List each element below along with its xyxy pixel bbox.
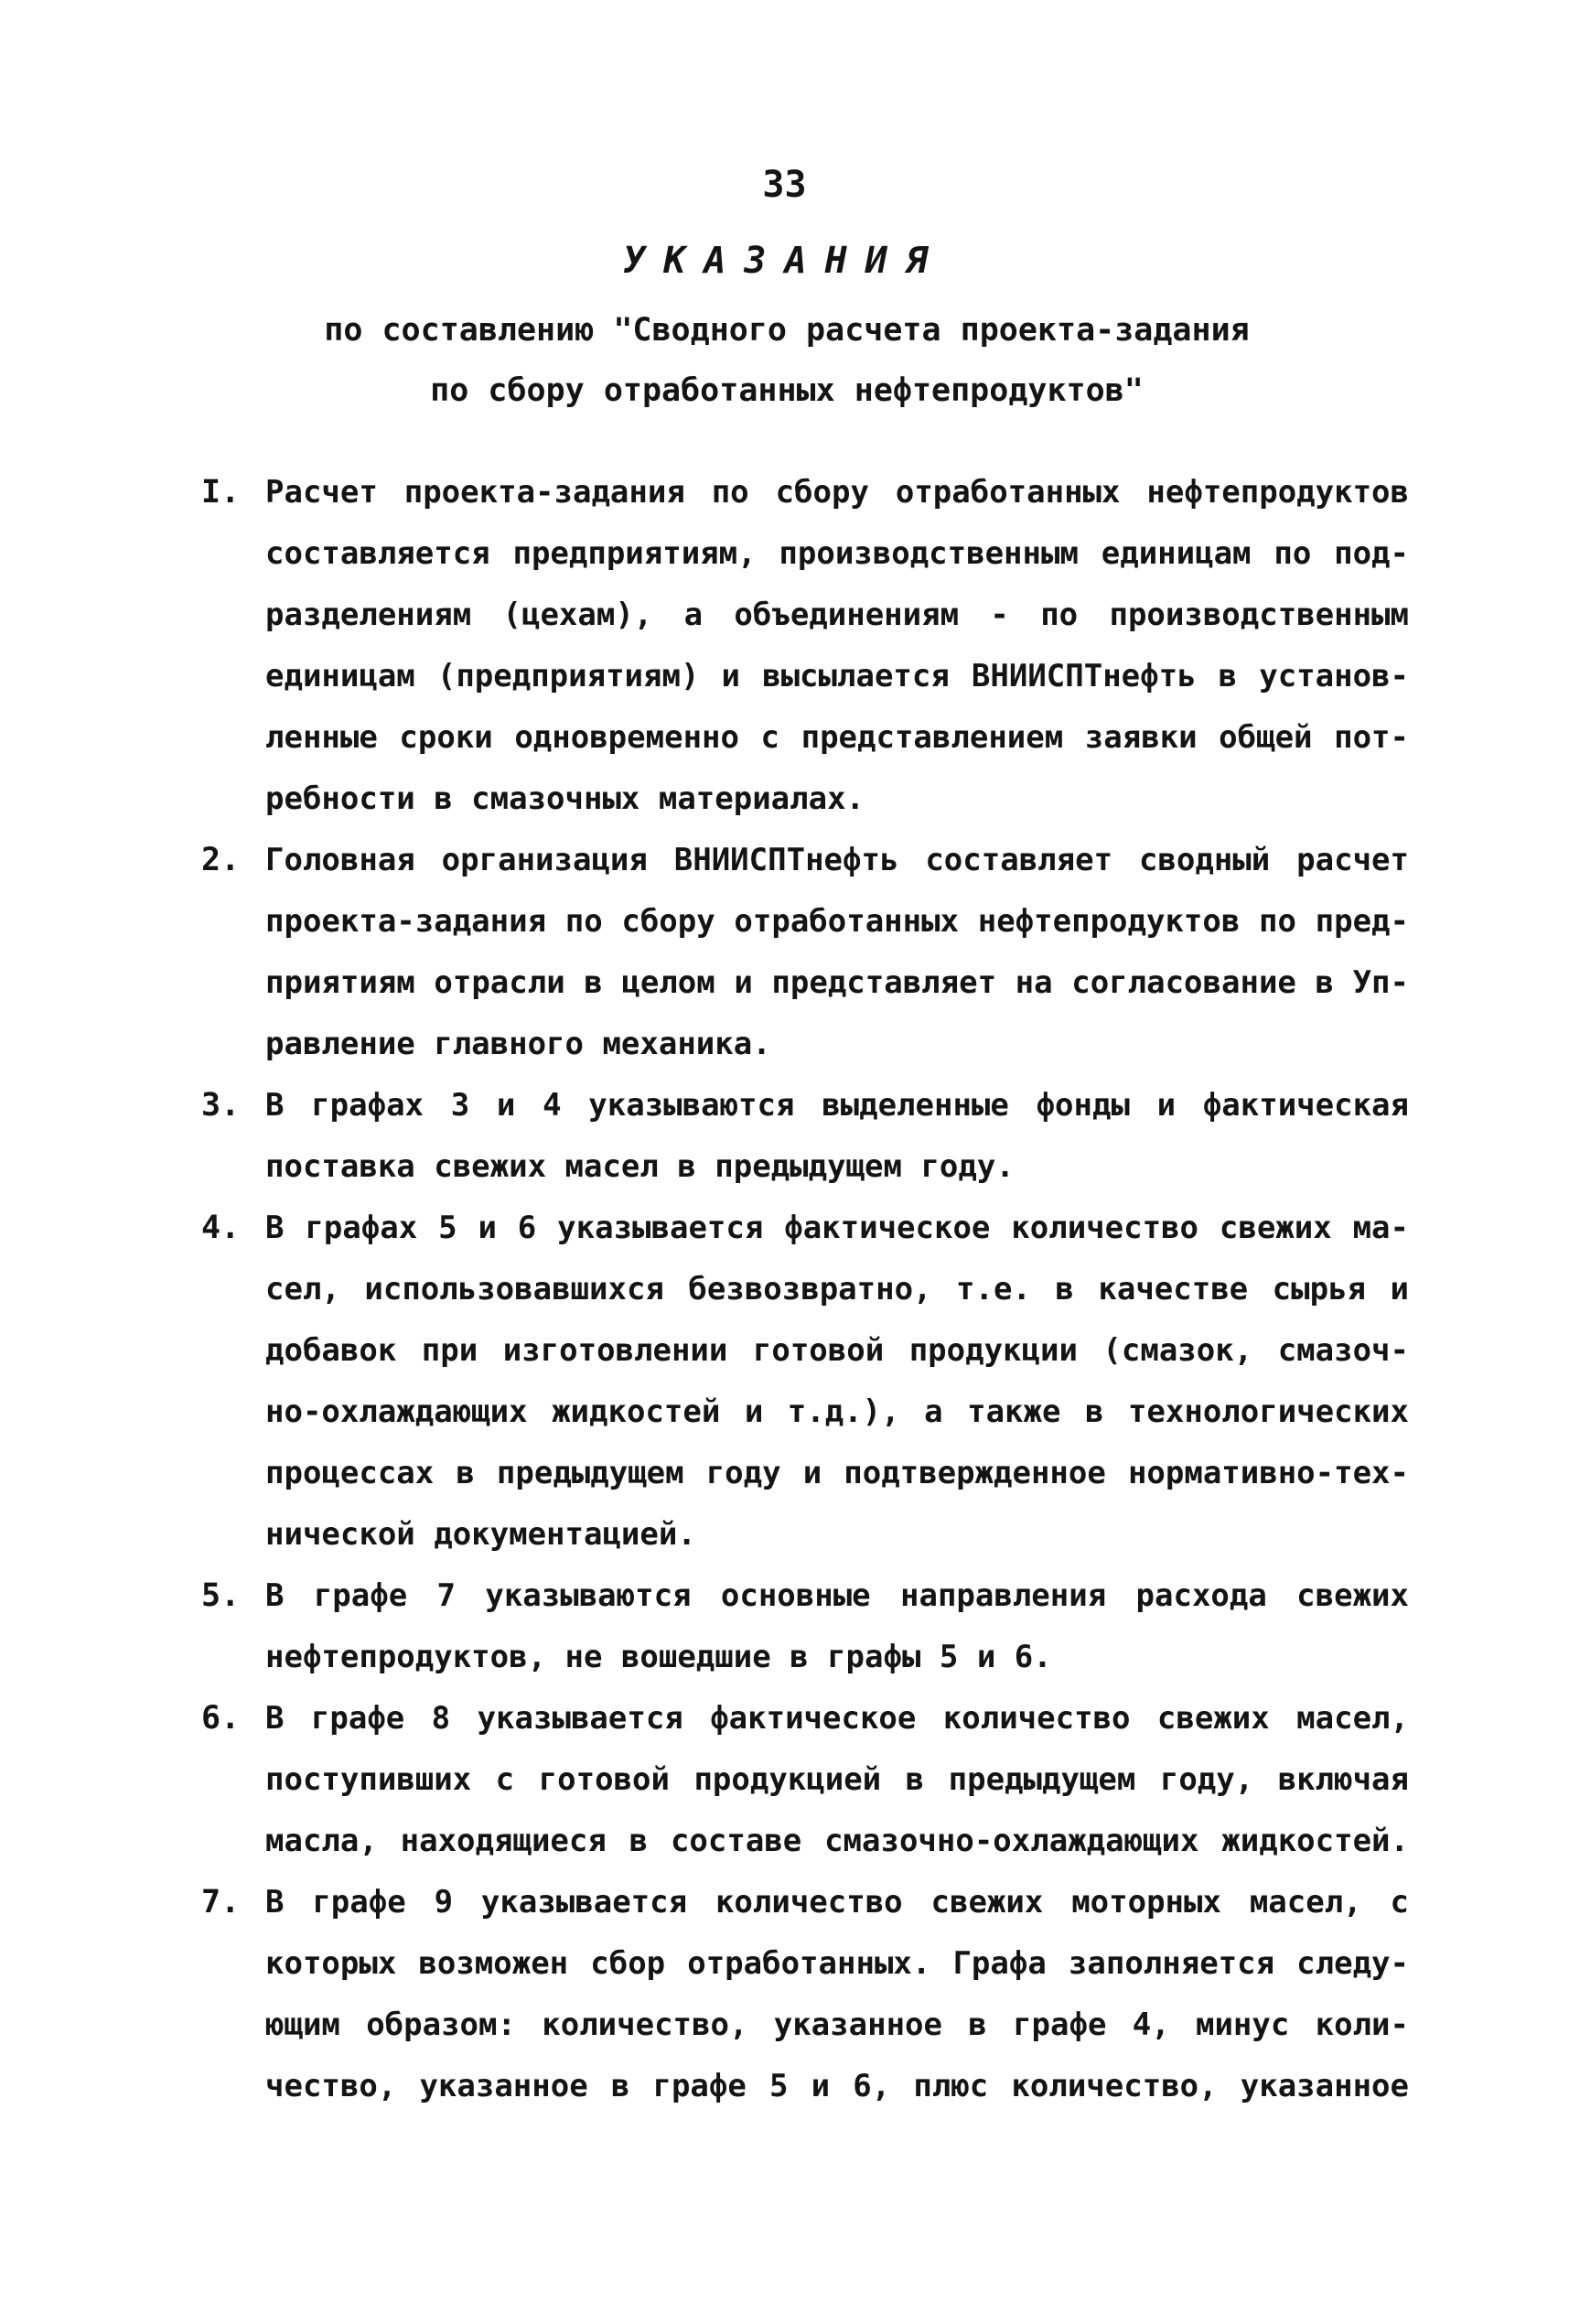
item-text-line: масла, находящиеся в составе смазочно-охлаждающих жидкостей. bbox=[265, 1823, 1409, 1859]
item-text-line: разделениям (цехам), а объединениям - по производственным bbox=[265, 597, 1409, 633]
item-text-line: нефтепродуктов, не вошедшие в графы 5 и 6. bbox=[265, 1639, 1052, 1675]
subtitle-line: по составлению "Сводного расчета проекта-задания bbox=[324, 312, 1250, 349]
instruction-list bbox=[201, 462, 1409, 2117]
item-text-line: чество, указанное в графе 5 и 6, плюс количество, указанное bbox=[265, 2068, 1409, 2104]
item-text-line: В графе 9 указывается количество свежих моторных масел, с bbox=[265, 1884, 1409, 1921]
item-text-line: единицам (предприятиям) и высылается ВНИИСПТнефть в установ- bbox=[265, 658, 1409, 694]
item-text-line: Головная организация ВНИИСПТнефть составляет сводный расчет bbox=[265, 842, 1409, 878]
page-number: 33 bbox=[762, 164, 807, 206]
item-text-line: ребности в смазочных материалах. bbox=[265, 780, 865, 817]
subtitle-line: по сбору отработанных нефтепродуктов" bbox=[430, 372, 1144, 409]
item-text-line: приятиям отрасли в целом и представляет на согласование в Уп- bbox=[265, 964, 1409, 1001]
item-text-line: проекта-задания по сбору отработанных нефтепродуктов по пред- bbox=[265, 903, 1409, 940]
item-text-line: В графе 7 указываются основные направления расхода свежих bbox=[265, 1577, 1409, 1614]
item-text-line: процессах в предыдущем году и подтвержденное нормативно-тех- bbox=[265, 1455, 1409, 1491]
item-number: I. bbox=[201, 474, 241, 511]
instruction-item-4 bbox=[201, 1198, 1409, 1565]
document-subtitle bbox=[302, 300, 1272, 421]
instruction-item-2 bbox=[201, 830, 1409, 1075]
item-text-line: ленные сроки одновременно с представлением заявки общей пот- bbox=[265, 719, 1409, 756]
item-text-line: сел, использовавшихся безвозвратно, т.е. в качестве сырья и bbox=[265, 1271, 1409, 1307]
item-text-line: В графах 3 и 4 указываются выделенные фонды и фактическая bbox=[265, 1087, 1409, 1124]
instruction-item-3 bbox=[201, 1075, 1409, 1198]
item-text-line: ющим образом: количество, указанное в графе 4, минус коли- bbox=[265, 2007, 1409, 2043]
item-text-line: поставка свежих масел в предыдущем году. bbox=[265, 1148, 1015, 1185]
item-text-line: нической документацией. bbox=[265, 1516, 696, 1553]
item-number: 6. bbox=[201, 1700, 241, 1737]
item-text-line: В графах 5 и 6 указывается фактическое количество свежих ма- bbox=[265, 1210, 1409, 1246]
instruction-item-6 bbox=[201, 1688, 1409, 1872]
item-text-line: Расчет проекта-задания по сбору отработанных нефтепродуктов bbox=[265, 474, 1409, 511]
item-number: 7. bbox=[201, 1884, 241, 1921]
item-text-line: составляется предприятиям, производственным единицам по под- bbox=[265, 535, 1409, 572]
instruction-item-1 bbox=[201, 462, 1409, 830]
item-number: 4. bbox=[201, 1210, 241, 1246]
item-number: 5. bbox=[201, 1577, 241, 1614]
instruction-item-5 bbox=[201, 1565, 1409, 1688]
document-heading: УКАЗАНИЯ bbox=[623, 240, 946, 282]
item-number: 2. bbox=[201, 842, 241, 878]
item-text-line: равление главного механика. bbox=[265, 1026, 771, 1062]
item-number: 3. bbox=[201, 1087, 241, 1124]
item-text-line: которых возможен сбор отработанных. Графа заполняется следу- bbox=[265, 1945, 1409, 1982]
item-text-line: В графе 8 указывается фактическое количество свежих масел, bbox=[265, 1700, 1409, 1737]
item-text-line: добавок при изготовлении готовой продукции (смазок, смазоч- bbox=[265, 1332, 1409, 1369]
instruction-item-7 bbox=[201, 1872, 1409, 2117]
item-text-line: но-охлаждающих жидкостей и т.д.), а также в технологических bbox=[265, 1393, 1409, 1430]
item-text-line: поступивших с готовой продукцией в предыдущем году, включая bbox=[265, 1761, 1409, 1798]
